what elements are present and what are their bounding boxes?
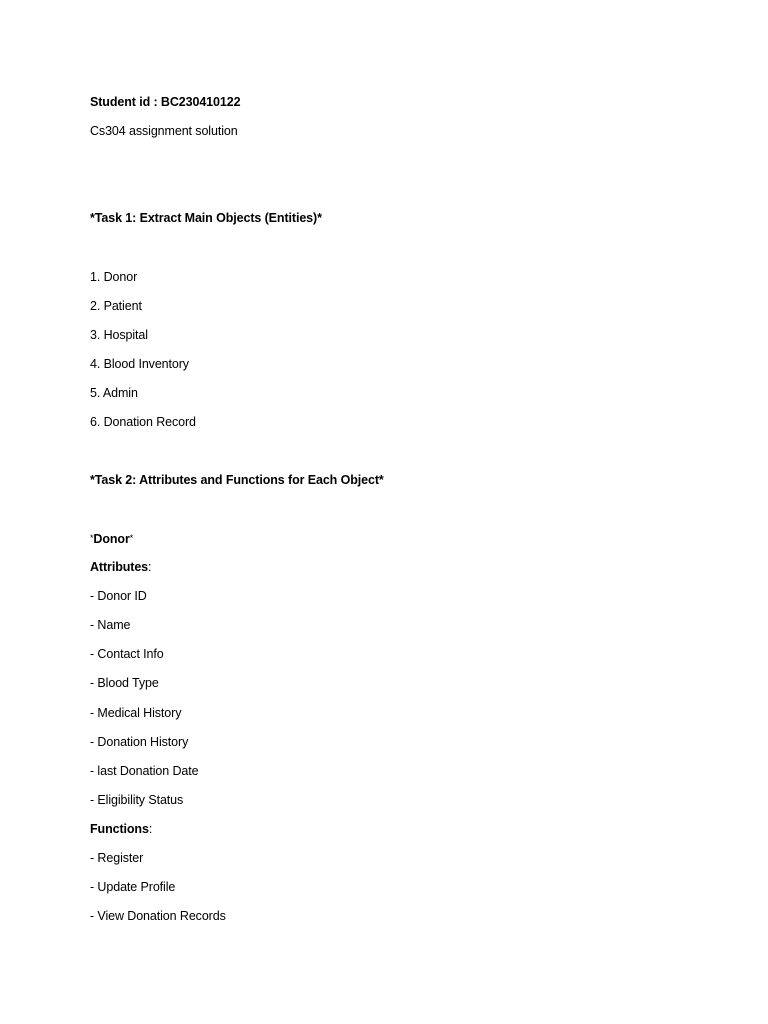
list-item: 3. Hospital (90, 328, 148, 342)
attributes-colon: : (148, 560, 152, 574)
attribute-item: - last Donation Date (90, 764, 199, 778)
star-left: * (90, 533, 94, 543)
function-item: - Register (90, 851, 144, 865)
star-right: * (129, 533, 134, 543)
functions-colon: : (148, 822, 153, 836)
attributes-heading (90, 559, 151, 575)
list-item: 5. Admin (90, 386, 138, 400)
list-item: 4. Blood Inventory (90, 357, 189, 371)
task2-heading: *Task 2: Attributes and Functions for Each Object* (90, 473, 384, 487)
function-item: - Update Profile (90, 880, 176, 894)
list-item: 2. Patient (90, 299, 142, 313)
function-item: - View Donation Records (90, 909, 226, 923)
functions-heading (90, 821, 152, 837)
attribute-item: - Blood Type (90, 676, 159, 690)
attribute-item: - Name (90, 618, 131, 632)
attributes-label: Attributes (90, 560, 149, 574)
attribute-item: - Donor ID (90, 589, 147, 603)
attribute-item: - Donation History (90, 735, 189, 749)
assignment-subtitle: Cs304 assignment solution (90, 124, 238, 138)
donor-section-title (90, 530, 133, 547)
task1-heading: *Task 1: Extract Main Objects (Entities)* (90, 211, 322, 225)
attribute-item: - Contact Info (90, 647, 164, 661)
list-item: 6. Donation Record (90, 415, 196, 429)
student-id: Student id : BC230410122 (90, 95, 241, 109)
attribute-item: - Medical History (90, 706, 182, 720)
donor-title: Donor (93, 532, 130, 546)
list-item: 1. Donor (90, 270, 138, 284)
functions-label: Functions (90, 822, 149, 836)
attribute-item: - Eligibility Status (90, 793, 184, 807)
